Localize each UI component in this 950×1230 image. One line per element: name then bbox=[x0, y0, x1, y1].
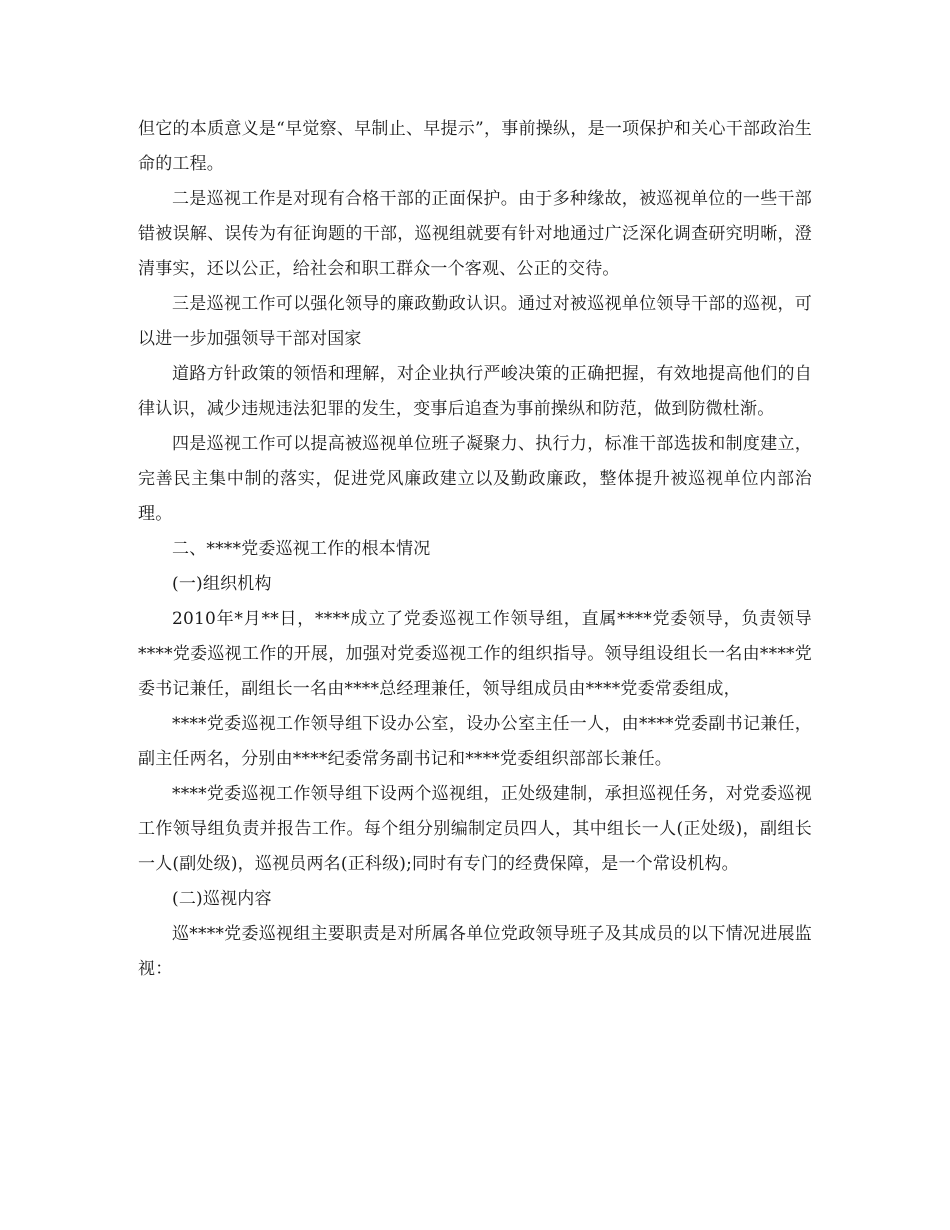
paragraph-point-three: 三是巡视工作可以强化领导的廉政勤政认识。通过对被巡视单位领导干部的巡视，可以进一步加强领导干部对国家 bbox=[138, 294, 812, 349]
subsection-heading-organization: (一)组织机构 bbox=[172, 574, 272, 594]
paragraph-leadership-group: 2010年*月**日，****成立了党委巡视工作领导组，直属****党委领导，负责领导****党委巡视工作的开展，加强对党委巡视工作的组织指导。领导组设组长一名由****党委书记兼任，副组长一名由****总经理兼任，领导组成员由****党委常委组成， bbox=[138, 609, 812, 699]
paragraph-office: ****党委巡视工作领导组下设办公室，设办公室主任一人，由****党委副书记兼任，副主任两名，分别由****纪委常务副书记和****党委组织部部长兼任。 bbox=[138, 714, 812, 769]
section-heading-basic-situation: 二、****党委巡视工作的根本情况 bbox=[172, 539, 431, 559]
paragraph-continuation: 但它的本质意义是“早觉察、早制止、早提示”，事前操纵，是一项保护和关心干部政治生命的工程。 bbox=[138, 119, 812, 174]
paragraph-point-two: 二是巡视工作是对现有合格干部的正面保护。由于多种缘故，被巡视单位的一些干部错被误解、误传为有征询题的干部，巡视组就要有针对地通过广泛深化调查研究明晰，澄清事实，还以公正，给社会和职工群众一个客观、公正的交待。 bbox=[138, 189, 812, 279]
document-body bbox=[138, 112, 812, 987]
subsection-heading-content: (二)巡视内容 bbox=[172, 889, 272, 909]
paragraph-point-four: 四是巡视工作可以提高被巡视单位班子凝聚力、执行力，标准干部选拔和制度建立，完善民主集中制的落实，促进党风廉政建立以及勤政廉政，整体提升被巡视单位内部治理。 bbox=[138, 434, 812, 524]
paragraph-point-three-continued: 道路方针政策的领悟和理解，对企业执行严峻决策的正确把握，有效地提高他们的自律认识，减少违规违法犯罪的发生，变事后追查为事前操纵和防范，做到防微杜渐。 bbox=[138, 364, 812, 419]
paragraph-duties: 巡****党委巡视组主要职责是对所属各单位党政领导班子及其成员的以下情况进展监视： bbox=[138, 924, 812, 979]
paragraph-inspection-teams: ****党委巡视工作领导组下设两个巡视组，正处级建制，承担巡视任务，对党委巡视工作领导组负责并报告工作。每个组分别编制定员四人，其中组长一人(正处级)，副组长一人(副处级)，巡视员两名(正科级);同时有专门的经费保障，是一个常设机构。 bbox=[138, 784, 812, 874]
